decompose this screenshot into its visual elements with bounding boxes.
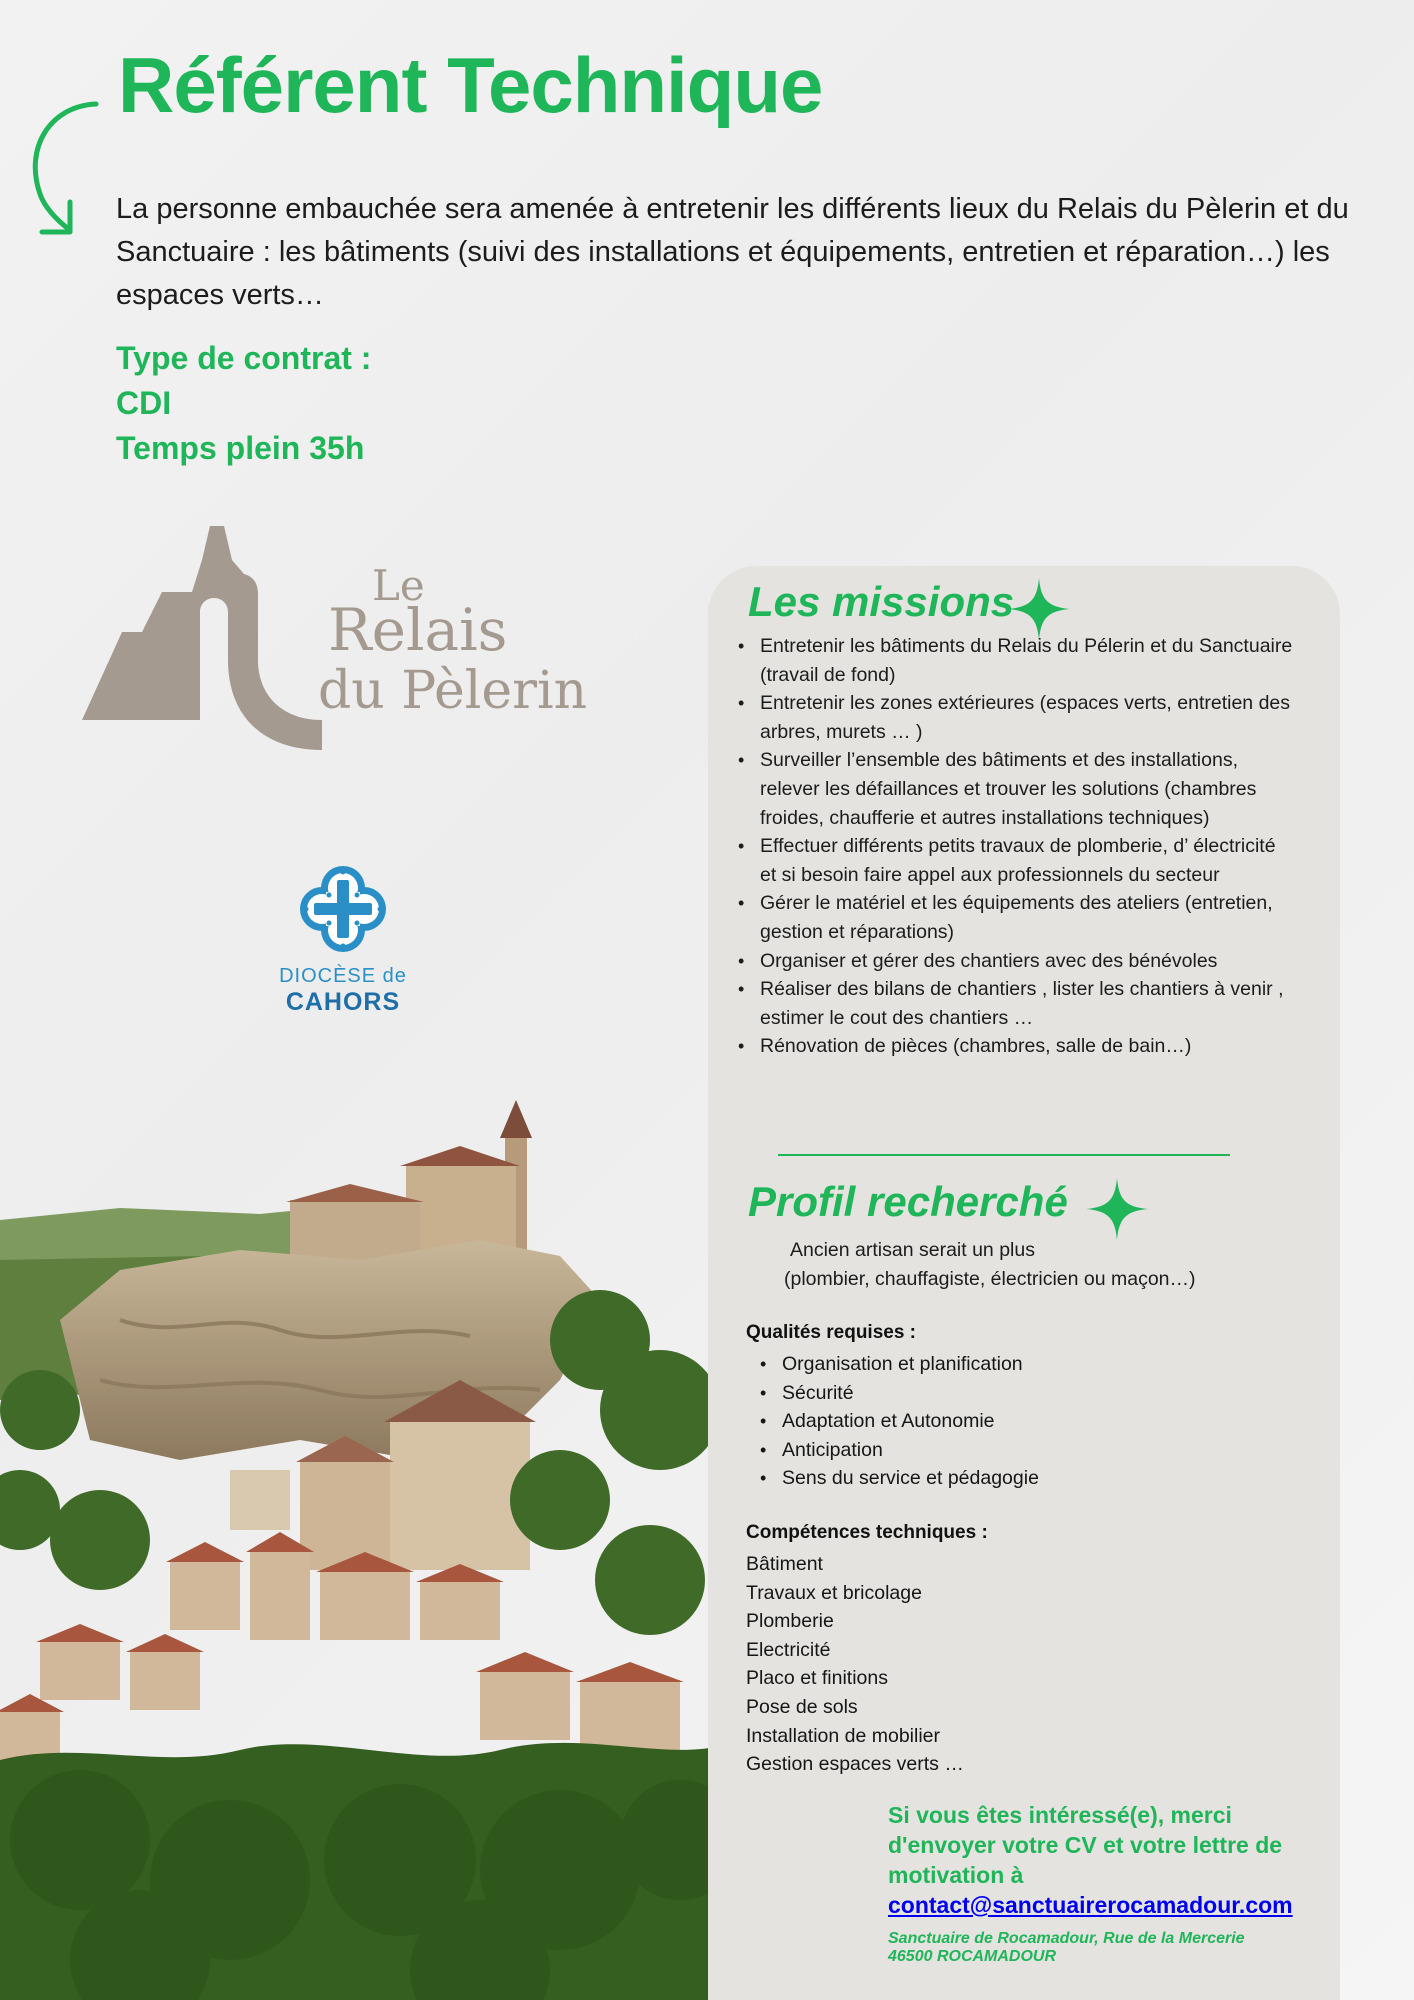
- qualite-item: • Sécurité: [758, 1379, 1039, 1408]
- mission-item: • Effectuer différents petits travaux de plomberie, d’ électricité et si besoin faire appel aux professionnels du secteur: [736, 832, 1296, 889]
- profil-title: Profil recherché: [748, 1178, 1068, 1225]
- competence-item: Plomberie: [746, 1610, 834, 1633]
- contract-type: CDI: [116, 385, 172, 421]
- curved-arrow-icon: [20, 98, 100, 238]
- mission-item: • Organiser et gérer des chantiers avec des bénévoles: [736, 947, 1296, 976]
- mission-item: • Gérer le matériel et les équipements des ateliers (entretien, gestion et réparations): [736, 889, 1296, 946]
- qualite-item: • Adaptation et Autonomie: [758, 1407, 1039, 1436]
- address-line-2: 46500 ROCAMADOUR: [888, 1948, 1057, 1965]
- section-divider: [778, 1154, 1230, 1156]
- competences-list: [746, 1550, 964, 1779]
- competence-item: Bâtiment: [746, 1553, 823, 1575]
- relais-du-pelerin-logo: [82, 520, 622, 760]
- missions-title: Les missions: [748, 578, 1015, 625]
- diocese-label: DIOCÈSE de: [279, 965, 407, 987]
- contract-label: Type de contrat :: [116, 340, 372, 376]
- sparkle-icon: [1008, 578, 1070, 640]
- mission-item: • Réaliser des bilans de chantiers , lister les chantiers à venir , estimer le cout des chantiers …: [736, 975, 1296, 1032]
- competence-item: Installation de mobilier: [746, 1724, 941, 1747]
- profil-line-2: (plombier, chauffagiste, électricien ou maçon…): [784, 1268, 1196, 1290]
- competences-heading: Compétences techniques :: [746, 1522, 988, 1543]
- address-line-1: Sanctuaire de Rocamadour, Rue de la Mercerie: [888, 1930, 1245, 1947]
- profil-line-1: Ancien artisan serait un plus: [790, 1239, 1035, 1261]
- contract-info: [116, 336, 371, 471]
- cta-text: Si vous êtes intéressé(e), merci d'envoyer votre CV et votre lettre de motivation à: [888, 1802, 1283, 1888]
- qualites-list: [758, 1350, 1039, 1493]
- rocamadour-photo: [0, 1080, 720, 2000]
- profil-description: [784, 1236, 1196, 1294]
- competence-item: Travaux et bricolage: [746, 1581, 922, 1604]
- sparkle-icon: [1086, 1178, 1148, 1240]
- diocese-name: CAHORS: [285, 988, 401, 1016]
- competence-item: Placo et finitions: [746, 1667, 888, 1690]
- qualite-item: • Anticipation: [758, 1436, 1039, 1465]
- competence-item: Electricité: [746, 1638, 831, 1661]
- postal-address: [888, 1930, 1338, 1966]
- mission-item: • Rénovation de pièces (chambres, salle de bain…): [736, 1032, 1296, 1061]
- competence-item: Gestion espaces verts …: [746, 1753, 964, 1776]
- logo-text-relais: Relais: [328, 596, 508, 664]
- page-title: Référent Technique: [118, 41, 823, 129]
- competence-item: Pose de sols: [746, 1695, 858, 1718]
- qualites-heading: Qualités requises :: [746, 1322, 917, 1343]
- qualite-item: • Organisation et planification: [758, 1350, 1039, 1379]
- missions-list: [736, 632, 1296, 1061]
- contact-email-link[interactable]: contact@sanctuairerocamadour.com: [888, 1892, 1293, 1918]
- diocese-cross-icon: [296, 862, 390, 956]
- mission-item: • Entretenir les bâtiments du Relais du Pélerin et du Sanctuaire (travail de fond): [736, 632, 1296, 689]
- call-to-action: [888, 1800, 1338, 1920]
- qualite-item: • Sens du service et pédagogie: [758, 1464, 1039, 1493]
- logo-text-le: Le: [372, 561, 425, 610]
- mission-item: • Entretenir les zones extérieures (espaces verts, entretien des arbres, murets … ): [736, 689, 1296, 746]
- mission-item: • Surveiller l’ensemble des bâtiments et des installations, relever les défaillances et trouver les solutions (chambres froides, chaufferie et autres installations techniques): [736, 746, 1296, 832]
- diocese-cahors-logo: [268, 862, 418, 1017]
- intro-paragraph: La personne embauchée sera amenée à entretenir les différents lieux du Relais du Pèlerin et du Sanctuaire : les bâtiments (suivi des installations et équipements, entretien et réparation…) les espaces verts…: [116, 193, 1349, 311]
- logo-text-pelerin: du Pèlerin: [318, 661, 588, 721]
- contract-hours: Temps plein 35h: [116, 430, 365, 466]
